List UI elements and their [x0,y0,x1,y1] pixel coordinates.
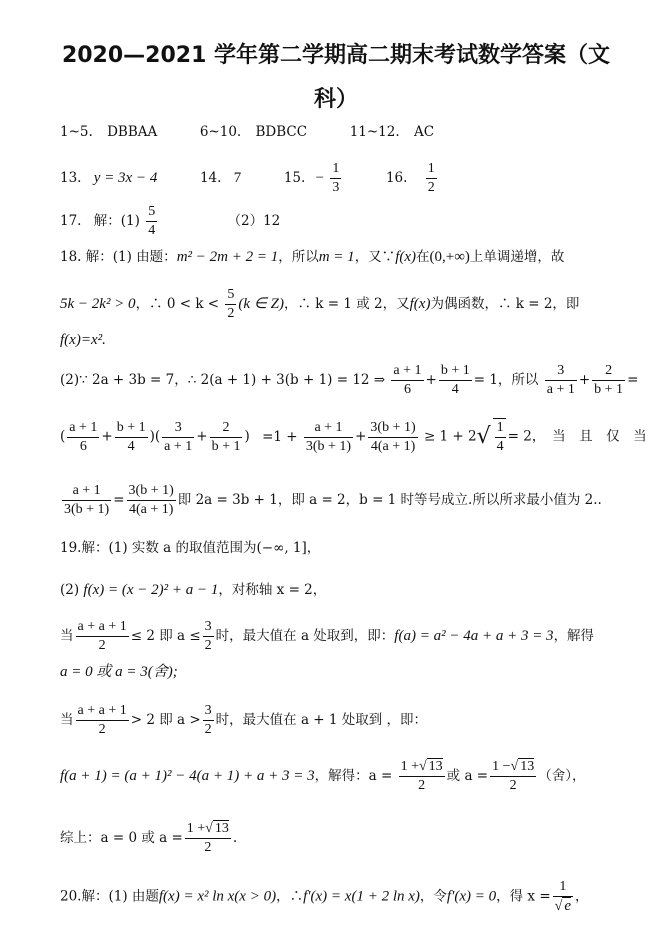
numerator [490,758,536,777]
fraction [67,419,99,456]
text: =1 + [262,428,298,445]
answer-value: 7 [233,170,242,186]
fraction [162,419,194,456]
radicand: e [564,898,571,914]
fraction [439,362,472,399]
question-19-line-2 [60,580,326,600]
math: f(x) [395,249,417,265]
answer-value: AC [413,124,435,140]
answer-label: 1~5. [60,124,93,140]
numerator: 3 [162,419,194,438]
text: ，∴ 0 < k < [135,296,220,312]
denominator: b + 1 [211,438,241,454]
plus: + [578,372,591,388]
numerator [185,820,231,839]
denominator: 3(b + 1) [64,502,110,517]
numerator: 1 [495,419,506,438]
text: ，令 [419,888,447,905]
math: f(x) [409,296,431,312]
fraction [62,482,111,519]
fraction [210,419,243,456]
text: （舍）， [538,768,586,784]
answer-label: 16. [385,170,408,186]
text: ，又∵ [354,249,396,265]
numerator: 2 [210,419,243,438]
radical-sign: √ [418,759,427,774]
numerator: 1 [426,160,437,179]
numerator: 3 [545,362,577,381]
numerator: 1 [553,878,573,897]
fraction [592,362,625,399]
numerator: a + 1 [62,482,111,501]
fraction [76,702,129,739]
text: (2)∵ 2a + 3b = 7，∴ 2(a + 1) + 3(b + 1) = 12 ⇒ [60,372,386,388]
question-18-line-2 [60,286,579,323]
denominator: 4 [451,382,459,397]
text: (2) [60,582,80,598]
denominator: a + 1 [546,382,575,397]
answer-label: 6~10. [199,124,242,140]
text: 上单调递增，故 [469,249,565,265]
fraction [76,618,129,655]
denominator: 3(b + 1) [305,438,352,454]
text: ，∴ [276,888,304,905]
answer-label: 14. [199,170,222,186]
paren: ( [60,428,66,445]
text: 18. 解：(1) 由题： [60,249,177,265]
answer-value: BDBCC [255,124,308,140]
denominator: 2 [98,722,106,737]
question-19-line-1 [60,538,320,558]
text: ， 当 且 仅 当 [531,428,647,445]
denominator: 6 [79,438,87,454]
numerator: 2 [592,362,625,381]
math: f(x) = (x − 2)² + a − 1 [83,582,219,598]
denominator [553,897,573,916]
text: ，得 x = [496,888,551,905]
text: 在 [416,249,430,265]
radicand: 13 [214,821,229,836]
radical-sign: √ [510,759,519,774]
text: 时，最大值在 a + 1 处取到 ，即： [215,712,428,728]
denominator: 3 [332,180,340,195]
answers-1-12 [60,122,434,142]
plus: + [101,428,113,445]
denominator: 2 [427,180,435,195]
numerator: 3 [203,618,214,637]
denominator: 2 [418,778,426,793]
radical-sign: √ [476,424,491,449]
numerator: 5 [146,203,157,222]
math: m² − 2m + 2 = 1 [176,249,279,265]
question-19-line-5 [60,702,427,739]
question-18-line-5 [60,418,647,456]
denominator: 2 [204,722,212,737]
radical-sign: √ [554,899,563,914]
math: f′(x) = x(1 + 2 ln x) [303,888,420,905]
paren: ) [244,428,250,445]
title-line-1: 2020—2021 学年第二学期高二期末考试数学答案（文 [61,43,611,68]
fraction [426,160,437,197]
denominator: 4 [127,438,135,454]
numerator: a + a + 1 [76,618,129,637]
text: = [627,372,639,388]
numerator: a + 1 [304,419,353,438]
math: m = 1 [318,249,355,265]
fraction [490,758,536,795]
numerator-text: 1 − [492,759,511,774]
question-17 [60,203,280,240]
numerator: 3 [203,702,214,721]
numerator: 1 [330,160,341,179]
numerator: b + 1 [115,419,148,438]
text: ，对称轴 x = 2， [218,582,327,598]
text: 20.解：(1) 由题 [60,888,159,905]
denominator: b + 1 [594,382,624,397]
math: f(x) = x² ln x(x > 0) [158,888,277,905]
text: 时，最大值在 a 处取到，即： [215,628,395,644]
radicand: 13 [428,759,443,774]
radical-sign: √ [205,821,213,836]
denominator: 4 [496,439,504,454]
plus: + [425,372,437,388]
denominator: 4 [148,223,156,238]
answer-label: 11~12. [349,124,400,140]
text: 当 [60,628,74,644]
plus: + [355,428,367,445]
numerator: a + a + 1 [76,702,129,721]
text: 当 [60,712,74,728]
fraction [391,362,423,399]
paren: )( [149,428,161,445]
fraction [127,482,176,519]
numerator: a + 1 [391,362,423,381]
question-19-line-3 [60,618,594,655]
math: 5k − 2k² > 0 [60,296,136,312]
minus-sign: − [315,170,325,186]
text: ， [575,888,589,905]
fraction [115,419,148,456]
numerator-text: 1 + [186,821,206,836]
text: 19.解：(1) 实数 a 的取值范围为(−∞, 1]， [60,540,321,556]
text: 为偶函数，∴ k = 2，即 [430,296,580,312]
fraction [203,702,214,739]
denominator: a + 1 [164,438,193,454]
fraction [545,362,577,399]
question-20-line-1 [60,878,589,916]
plus: + [196,428,208,445]
text: > 2 即 a > [130,712,201,728]
question-18-line-3 [60,330,106,350]
text: ，∴ k = 1 或 2，又 [283,296,410,312]
answer-label: 13. [60,170,82,186]
text: = 2 [507,428,532,445]
answers-13-16 [60,160,439,197]
question-18-line-4 [60,362,638,399]
answer-value: y = 3x − 4 [93,170,158,186]
question-19-line-6 [60,758,585,795]
sqrt-fraction [493,418,506,456]
numerator: a + 1 [67,419,99,438]
numerator [399,758,445,777]
text: = 1，所以 [473,372,539,388]
math: f(x)=x². [60,332,106,348]
text: ，解得 [553,628,595,644]
text: 综上：a = 0 或 a = [60,830,183,846]
text: 即 2a = 3b + 1，即 a = 2，b = 1 时等号成立.所以所求最小值为 2.. [177,492,602,508]
answer-value: DBBAA [107,124,158,140]
denominator: 2 [98,638,106,653]
text: 解：(1) [93,213,140,229]
title-line-2: 科） [313,87,358,112]
fraction [304,419,353,456]
text: ，所以 [278,249,319,265]
page-title [40,34,632,122]
text: ，解得：a = [314,768,393,784]
question-label: 17. [60,213,82,229]
text: ≥ 1 + 2 [423,428,477,445]
fraction [553,878,573,916]
numerator: 5 [225,286,236,305]
math: (0,+∞) [429,249,470,265]
denominator: 2 [204,840,212,855]
fraction [203,618,214,655]
radicand: 13 [520,759,535,774]
denominator: 2 [227,306,235,321]
answer-label: 15. [283,170,306,186]
denominator: 4(a + 1) [128,502,174,517]
text: ≤ 2 即 a ≤ [130,628,201,644]
fraction [368,419,417,456]
text: 或 a = [446,768,489,784]
equals: = [113,492,125,508]
question-19-line-4 [60,662,178,682]
math: a = 0 或 a = 3(舍); [60,664,178,680]
numerator: b + 1 [439,362,472,381]
fraction [330,160,341,197]
denominator: 6 [403,382,411,397]
numerator-text: 1 + [400,759,419,774]
fraction [399,758,445,795]
denominator: 2 [509,778,517,793]
denominator: 2 [204,638,212,653]
fraction [146,203,157,240]
math: f(a) = a² − 4a + a + 3 = 3 [394,628,554,644]
math: f(a + 1) = (a + 1)² − 4(a + 1) + a + 3 = 3 [60,768,315,784]
question-18-line-1 [60,247,564,267]
text: （2）12 [227,213,281,229]
fraction [225,286,236,323]
question-18-line-6 [60,482,602,519]
denominator: 4(a + 1) [370,438,416,454]
numerator: 3(b + 1) [127,482,176,501]
math: (k ∈ Z) [238,296,284,312]
question-19-line-7 [60,820,237,857]
text: . [232,830,238,846]
numerator: 3(b + 1) [368,419,417,438]
fraction [185,820,231,857]
math: f′(x) = 0 [446,888,497,905]
